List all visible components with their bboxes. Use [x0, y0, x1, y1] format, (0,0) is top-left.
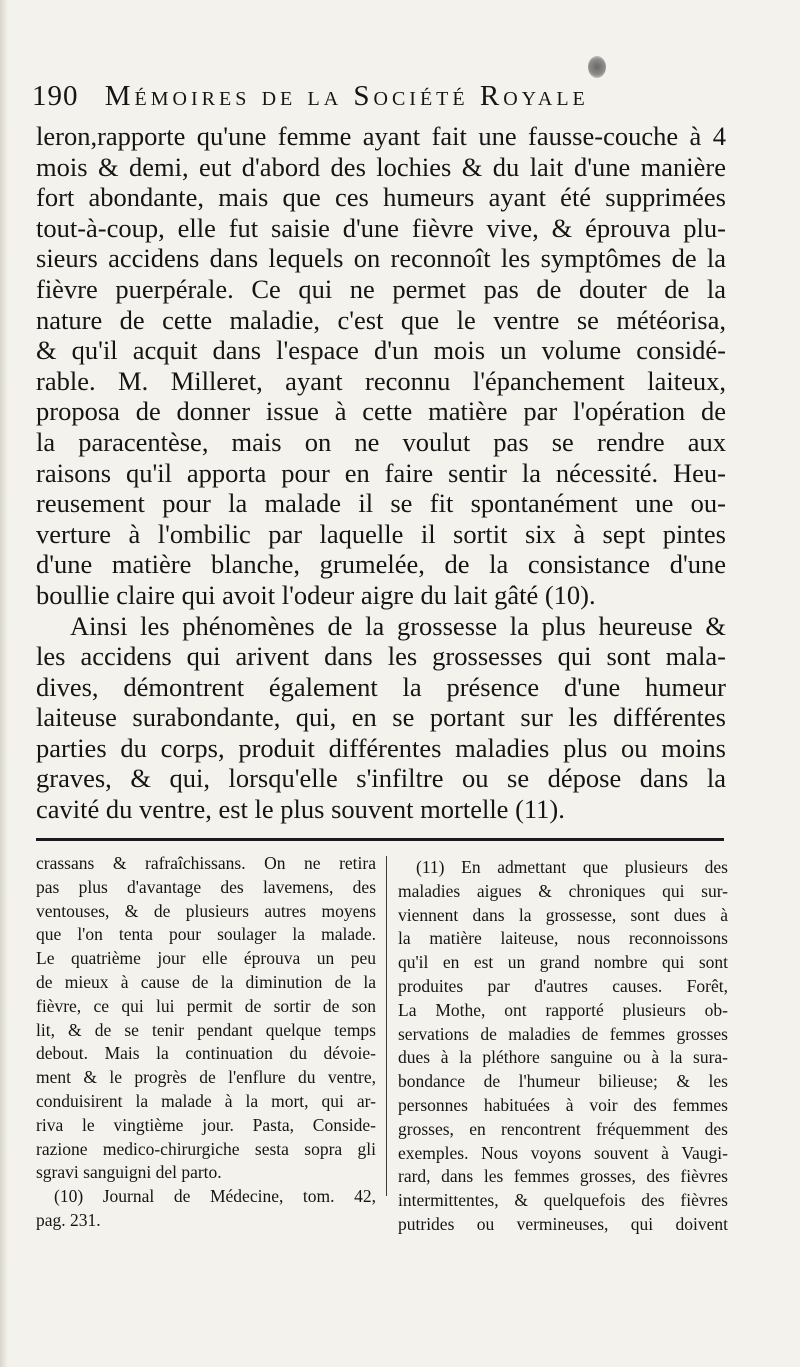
footnote-line: servations de maladies de femmes grosses [398, 1023, 728, 1044]
footnote-column-divider [386, 856, 387, 1196]
main-text-line: graves, & qui, lorsqu'elle s'infiltre ou se dépose dans la [36, 763, 726, 794]
footnote-line: produites par d'autres causes. Forêt, [398, 975, 728, 996]
running-title: Mémoires de la Société Royale [104, 80, 589, 112]
main-text-line: dives, démontrent également la présence d'une humeur [36, 671, 726, 702]
footnote-line: sgravi sanguigni del parto. [36, 1162, 222, 1183]
main-text-line: mois & demi, eut d'abord des lochies & du lait d'une manière [36, 151, 726, 182]
footnote-line: (10) Journal de Médecine, tom. 42, [54, 1186, 376, 1207]
footnote-line: pas plus d'avantage des lavemens, des [36, 876, 376, 897]
main-text-line: tout-à-coup, elle fut saisie d'une fièvre vive, & éprouva plu- [36, 212, 726, 243]
footnote-line: fièvre, ce qui lui permit de sortir de son [36, 995, 376, 1016]
footnote-line: debout. Mais la continuation du dévoie- [36, 1043, 376, 1064]
footnote-line: grosses, en rencontrent fréquemment des [398, 1118, 728, 1139]
footnote-line: lit, & de se tenir pendant quelque temps [36, 1019, 376, 1040]
footnote-line: ventouses, & de plusieurs autres moyens [36, 900, 376, 921]
main-text-line: verture à l'ombilic par laquelle il sortit six à sept pintes [36, 518, 726, 549]
footnote-line: riva le vingtième jour. Pasta, Conside- [36, 1114, 376, 1135]
main-text-line: reusement pour la malade il se fit spontanément une ou- [36, 488, 726, 519]
main-text-line: parties du corps, produit différentes maladies plus ou moins [36, 732, 726, 763]
footnote-separator-rule [36, 838, 724, 841]
main-text-block [36, 121, 726, 825]
footnote-line: personnes habituées à voir des femmes [398, 1094, 728, 1115]
page-edge-shadow [0, 0, 8, 1367]
footnote-line: razione medico-chirurgiche sesta sopra gli [36, 1138, 376, 1159]
footnote-line: Le quatrième jour elle éprouva un peu [36, 948, 376, 969]
page-header [32, 80, 772, 120]
footnote-line: (11) En admettant que plusieurs des [416, 857, 728, 877]
main-text-line: sieurs accidens dans lequels on reconnoît les symptômes de la [36, 243, 726, 274]
footnote-line: La Mothe, ont rapporté plusieurs ob- [398, 999, 728, 1020]
main-text-line: rable. M. Milleret, ayant reconnu l'épanchement laiteux, [36, 365, 726, 396]
main-text-line: boullie claire qui avoit l'odeur aigre du lait gâté (10). [36, 579, 596, 610]
footnote-line: la matière laiteuse, nous reconnoissons [398, 928, 728, 949]
page-number: 190 [32, 80, 79, 112]
footnote-line: dues à la pléthore sanguine ou à la sura- [398, 1047, 728, 1068]
footnote-line: rard, dans les femmes grosses, des fièvres [398, 1166, 728, 1187]
main-text-line: leron,rapporte qu'une femme ayant fait une fausse-couche à 4 [36, 121, 726, 151]
footnote-line: qu'il en est un grand nombre qui sont [398, 952, 728, 973]
footnote-line: conduisirent la malade à la mort, qui ar- [36, 1090, 376, 1111]
footnote-line: viennent dans la grossesse, sont dues à [398, 904, 728, 925]
footnote-line: intermittentes, & quelquefois des fièvres [398, 1190, 728, 1211]
main-text-line: proposa de donner issue à cette matière par l'opération de [36, 396, 726, 427]
main-text-line: raisons qu'il apporta pour en faire sentir la nécessité. Heu- [36, 457, 726, 488]
main-text-line: fièvre puerpérale. Ce qui ne permet pas de douter de la [36, 273, 726, 304]
footnote-line: crassans & rafraîchissans. On ne retira [36, 853, 376, 873]
main-text-line: la paracentèse, mais on ne voulut pas se rendre aux [36, 426, 726, 457]
footnote-line: que l'on tenta pour soulager la malade. [36, 924, 376, 945]
main-text-line: d'une matière blanche, grumelée, de la consistance d'une [36, 549, 726, 580]
footnote-line: bondance de l'humeur bilieuse; & les [398, 1071, 728, 1092]
footnote-line: de mieux à cause de la diminution de la [36, 971, 376, 992]
footnotes-left-column [36, 852, 376, 1233]
main-text-line: fort abondante, mais que ces humeurs ayant été supprimées [36, 182, 726, 213]
footnote-line: ment & le progrès de l'enflure du ventre, [36, 1067, 376, 1088]
main-text-line: nature de cette maladie, c'est que le ventre se météorisa, [36, 304, 726, 335]
main-text-line: Ainsi les phénomènes de la grossesse la plus heureuse & [70, 610, 726, 641]
ink-stain [588, 56, 606, 78]
footnote-line: exemples. Nous voyons souvent à Vaugi- [398, 1142, 728, 1163]
main-text-line: les accidens qui arivent dans les grossesses qui sont mala- [36, 641, 726, 672]
footnote-line: pag. 231. [36, 1209, 101, 1230]
main-text-line: cavité du ventre, est le plus souvent mortelle (11). [36, 794, 565, 825]
footnote-line: maladies aigues & chroniques qui sur- [398, 880, 728, 901]
footnote-line: putrides ou vermineuses, qui doivent [398, 1213, 728, 1234]
main-text-line: laiteuse surabondante, qui, en se portant sur les différentes [36, 702, 726, 733]
footnotes-right-column [398, 856, 728, 1237]
main-text-line: & qu'il acquit dans l'espace d'un mois un volume considé- [36, 335, 726, 366]
